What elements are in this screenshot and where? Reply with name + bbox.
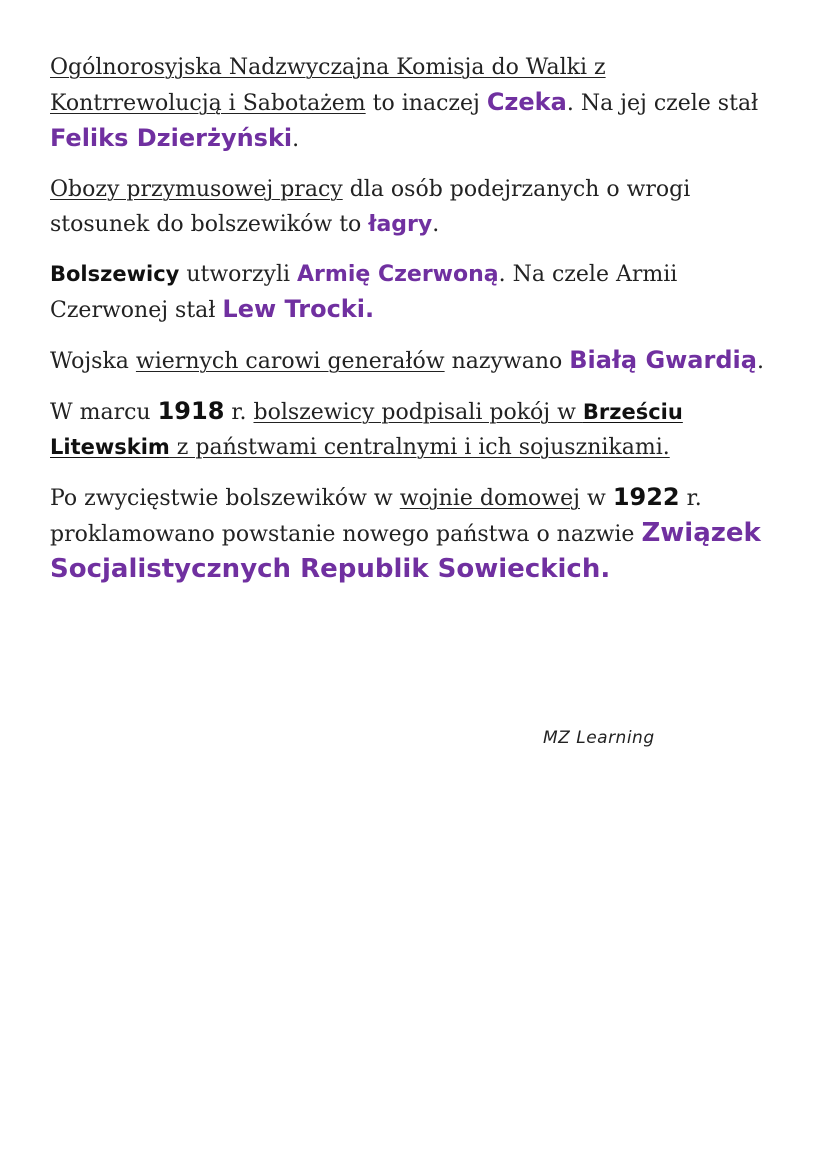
keyword-czeka: Czeka <box>486 88 567 116</box>
paragraph-czeka <box>50 50 770 157</box>
document-body <box>50 50 770 603</box>
labor-camps-term: Obozy przymusowej pracy <box>50 177 343 202</box>
text-segment: Wojska <box>50 349 136 374</box>
keyword-lagry: łagry <box>368 212 433 237</box>
text-segment: r. proklamowano powstanie nowego państwa o nazwie <box>50 486 702 547</box>
keyword-dzierzynski: Feliks Dzierżyński <box>50 124 293 152</box>
commission-full-name: Ogólnorosyjska Nadzwyczajna Komisja do Walki z Kontrrewolucją i Sabotażem <box>50 55 606 116</box>
civil-war-term: wojnie domowej <box>399 486 580 511</box>
keyword-trocki: Lew Trocki. <box>222 295 375 323</box>
central-powers-term: z państwami centralnymi i ich sojusznikami. <box>169 435 670 460</box>
text-segment: nazywano <box>444 349 570 374</box>
text-segment: . Na jej czele stał <box>566 91 759 116</box>
peace-treaty-term: bolszewicy podpisali pokój w <box>253 400 583 425</box>
bold-year-1918: 1918 <box>157 397 225 425</box>
bold-brest-litovsk: Brześciu Litewskim <box>50 400 683 459</box>
paragraph-brest <box>50 394 770 465</box>
paragraph-white-guard <box>50 343 770 379</box>
text-segment: dla osób podejrzanych o wrogi stosunek do bolszewików to <box>50 177 691 237</box>
text-segment: to inaczej <box>365 91 487 116</box>
loyal-generals-term: wiernych carowi generałów <box>135 349 445 374</box>
bold-bolszewicy: Bolszewicy <box>50 262 180 286</box>
keyword-red-army: Armię Czerwoną <box>297 262 499 287</box>
text-segment: utworzyli <box>179 262 298 287</box>
paragraph-red-army <box>50 257 770 328</box>
text-segment: . <box>756 349 764 374</box>
signature: MZ Learning <box>543 728 655 748</box>
text-segment: . <box>292 127 300 152</box>
keyword-ussr: Związek Socjalistycznych Republik Sowieckich. <box>50 518 761 584</box>
keyword-white-guard: Białą Gwardią <box>569 346 757 374</box>
paragraph-lagry <box>50 172 770 242</box>
text-segment: . <box>432 212 440 237</box>
text-segment: W marcu <box>50 400 158 425</box>
bold-year-1922: 1922 <box>612 483 680 511</box>
text-segment: . Na czele Armii Czerwonej stał <box>50 262 678 323</box>
text-segment: r. <box>224 400 254 425</box>
text-segment: w <box>579 486 613 511</box>
text-segment: Po zwycięstwie bolszewików w <box>50 486 400 511</box>
paragraph-ussr <box>50 480 770 588</box>
